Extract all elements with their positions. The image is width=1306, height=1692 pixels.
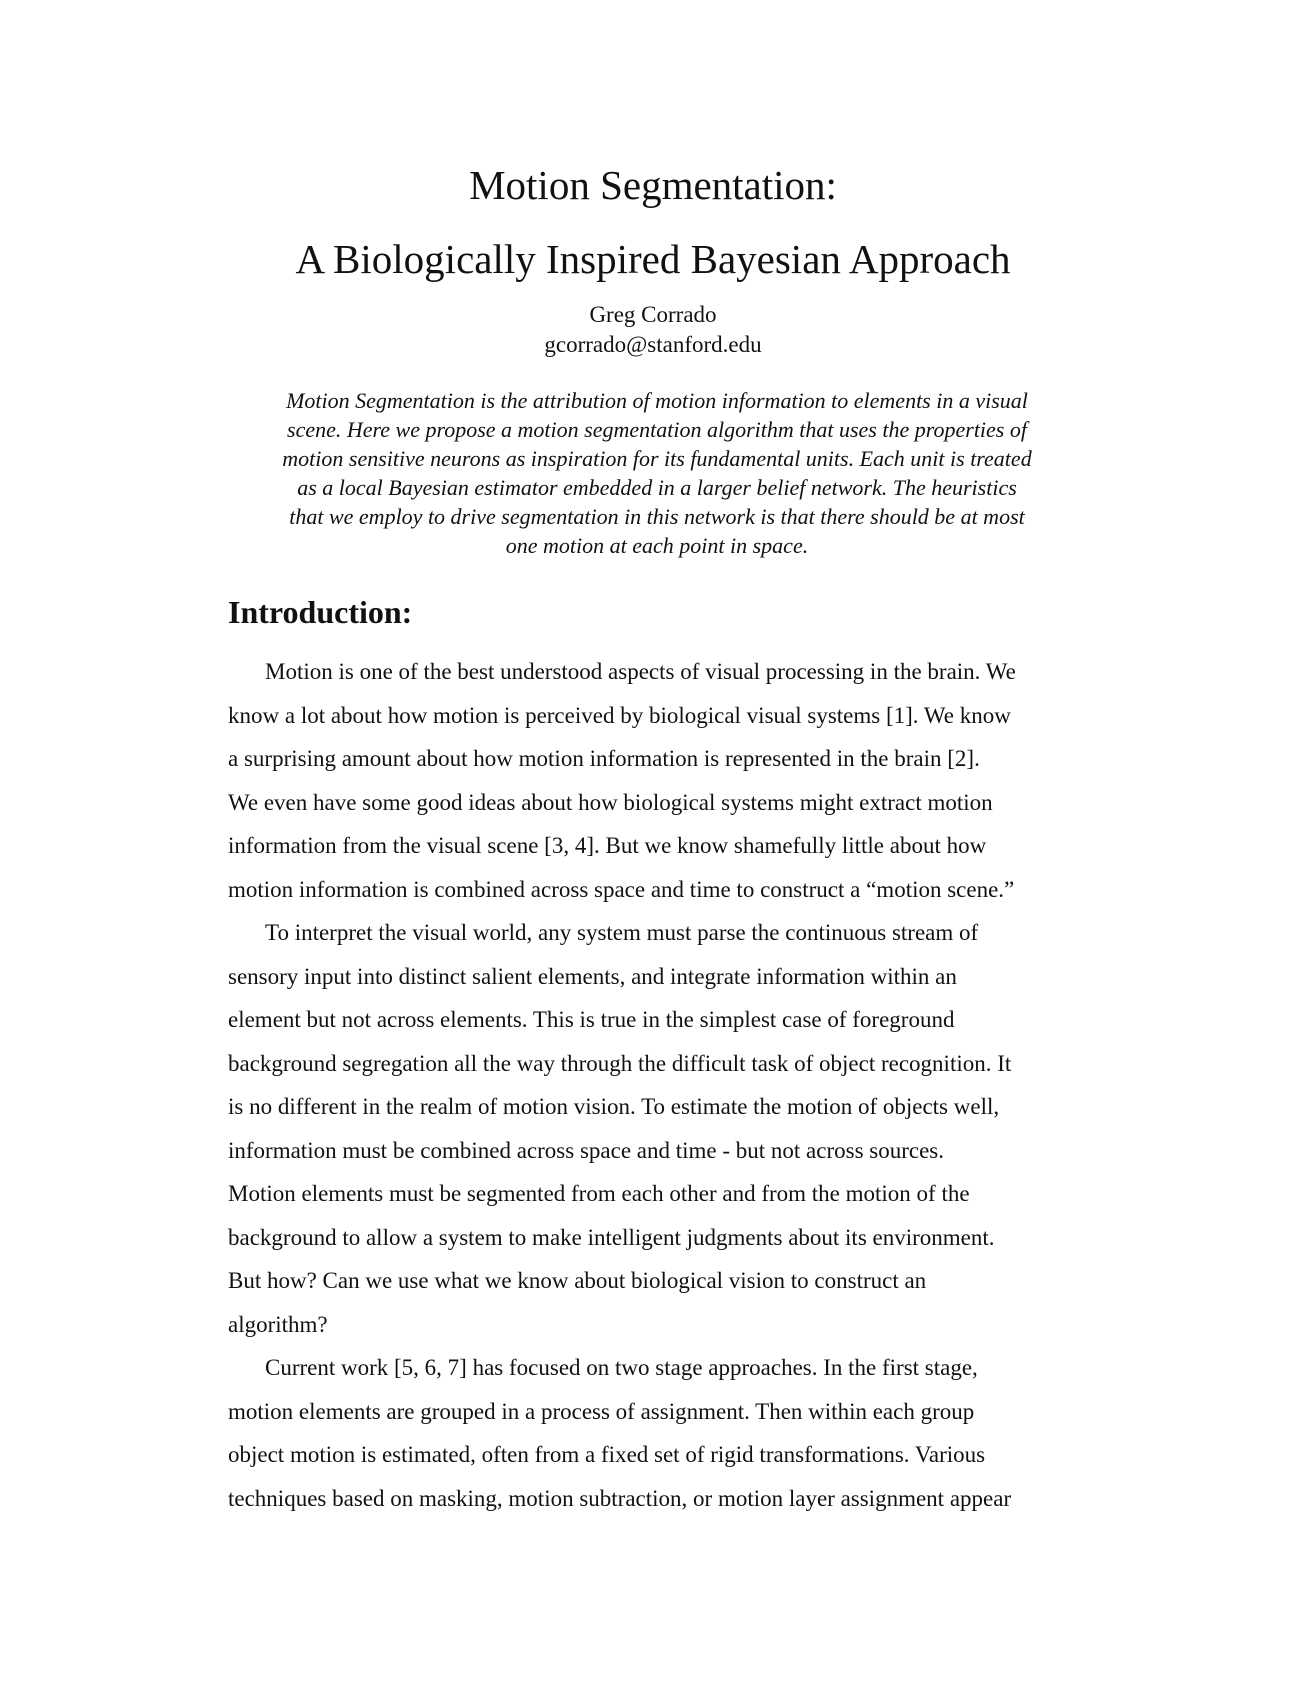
body-line: object motion is estimated, often from a fixed set of rigid transformations. Various: [228, 1442, 986, 1467]
body-line: information must be combined across space and time - but not across sources.: [228, 1137, 945, 1163]
body-line: know a lot about how motion is perceived by biological visual systems [1]. We know: [228, 702, 1011, 728]
abstract-line: scene. Here we propose a motion segmentation algorithm that uses the properties of: [287, 417, 1027, 442]
author-name: Greg Corrado: [589, 302, 717, 327]
author-email: gcorrado@stanford.edu: [544, 332, 762, 357]
abstract: [222, 386, 1092, 560]
paper-title-line-1: Motion Segmentation:: [469, 162, 837, 208]
body-line: algorithm?: [228, 1311, 328, 1337]
author-block: [0, 300, 1306, 360]
body-line: motion elements are grouped in a process of assignment. Then within each group: [228, 1398, 975, 1424]
abstract-line: that we employ to drive segmentation in this network is that there should be at most: [289, 504, 1025, 529]
body-line: background to allow a system to make intelligent judgments about its environment.: [228, 1224, 995, 1250]
introduction-body: [228, 650, 1108, 1520]
body-line: But how? Can we use what we know about biological vision to construct an: [228, 1268, 927, 1293]
paper-title-line-2: A Biologically Inspired Bayesian Approach: [295, 236, 1011, 282]
body-line: To interpret the visual world, any system must parse the continuous stream of: [265, 920, 979, 945]
body-line: Current work [5, 6, 7] has focused on two stage approaches. In the first stage,: [265, 1355, 978, 1380]
body-line: Motion is one of the best understood aspects of visual processing in the brain. We: [265, 659, 1016, 684]
body-line: Motion elements must be segmented from each other and from the motion of the: [228, 1181, 970, 1206]
body-line: techniques based on masking, motion subtraction, or motion layer assignment appear: [228, 1485, 1012, 1511]
abstract-line: Motion Segmentation is the attribution of motion information to elements in a visual: [286, 388, 1028, 413]
body-line: sensory input into distinct salient elements, and integrate information within an: [228, 963, 957, 989]
body-line: We even have some good ideas about how biological systems might extract motion: [228, 789, 993, 815]
body-line: is no different in the realm of motion vision. To estimate the motion of objects well,: [228, 1094, 1000, 1119]
abstract-line: motion sensitive neurons as inspiration for its fundamental units. Each unit is treated: [282, 446, 1032, 471]
section-heading-introduction: Introduction:: [228, 594, 413, 630]
abstract-line: as a local Bayesian estimator embedded in a larger belief network. The heuristics: [297, 475, 1017, 500]
body-line: motion information is combined across space and time to construct a “motion scene.”: [228, 876, 1015, 902]
title-block: [0, 148, 1306, 296]
body-line: element but not across elements. This is true in the simplest case of foreground: [228, 1007, 955, 1032]
body-line: a surprising amount about how motion information is represented in the brain [2].: [228, 746, 980, 771]
abstract-line: one motion at each point in space.: [505, 533, 809, 558]
body-line: information from the visual scene [3, 4]. But we know shamefully little about how: [228, 833, 987, 858]
body-line: background segregation all the way through the difficult task of object recognition. It: [228, 1050, 1012, 1076]
